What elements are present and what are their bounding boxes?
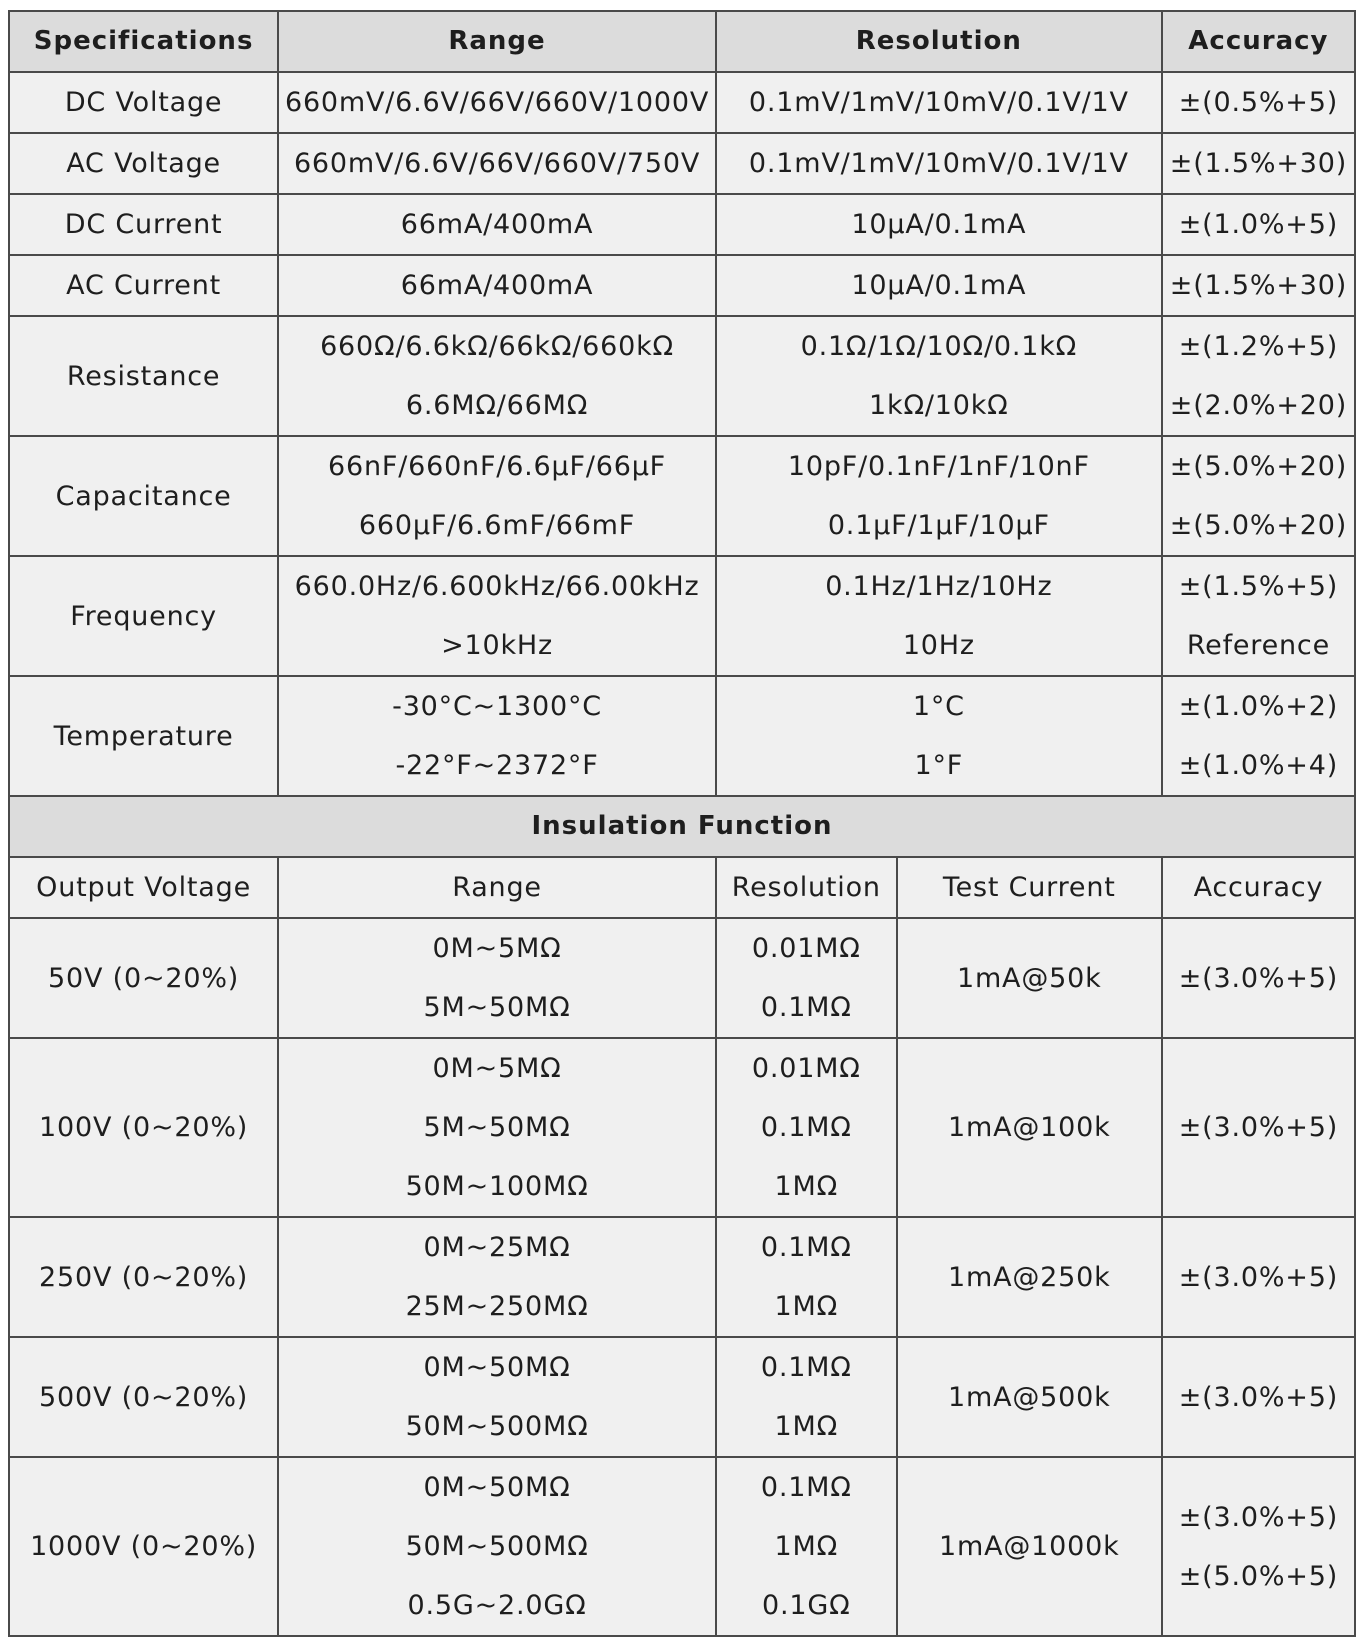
header-resolution: Resolution (716, 11, 1162, 72)
measurement-row (9, 556, 1355, 676)
insulation-test-current: 1mA@100k (897, 1038, 1162, 1217)
range-line: 50M~500MΩ (405, 1411, 589, 1442)
resolution-line: 0.1MΩ (760, 1112, 852, 1143)
measurement-accuracy (1162, 133, 1355, 194)
measurement-accuracy (1162, 436, 1355, 556)
header-specifications: Specifications (9, 11, 278, 72)
measurement-resolution (716, 194, 1162, 255)
insulation-test-current: 1mA@250k (897, 1217, 1162, 1337)
range-line: 66mA/400mA (400, 270, 594, 301)
range-line: 0M~5MΩ (432, 1053, 562, 1084)
ins-header-range: Range (278, 857, 716, 918)
measurement-range (278, 556, 716, 676)
range-line: 66mA/400mA (400, 209, 594, 240)
measurement-accuracy (1162, 194, 1355, 255)
measurement-range (278, 316, 716, 436)
insulation-row (9, 918, 1355, 1038)
resolution-line: 10μA/0.1mA (851, 270, 1027, 301)
ins-header-output-voltage: Output Voltage (9, 857, 278, 918)
insulation-resolution (716, 1217, 897, 1337)
measurement-resolution (716, 676, 1162, 796)
accuracy-line: ±(1.2%+5) (1178, 331, 1339, 362)
measurement-name: Frequency (9, 556, 278, 676)
measurement-range (278, 72, 716, 133)
range-line: 660mV/6.6V/66V/660V/1000V (284, 87, 710, 118)
accuracy-line: ±(2.0%+20) (1169, 390, 1348, 421)
resolution-line: 0.1mV/1mV/10mV/0.1V/1V (748, 87, 1129, 118)
header-row (9, 11, 1355, 72)
resolution-line: 0.01MΩ (751, 1053, 861, 1084)
ins-header-resolution: Resolution (716, 857, 897, 918)
range-line: -30°C~1300°C (392, 691, 602, 722)
range-line: 660Ω/6.6kΩ/66kΩ/660kΩ (320, 331, 674, 362)
insulation-row (9, 1217, 1355, 1337)
insulation-voltage: 500V (0~20%) (9, 1337, 278, 1457)
resolution-line: 1°F (914, 750, 964, 781)
insulation-accuracy (1162, 918, 1355, 1038)
insulation-resolution (716, 1337, 897, 1457)
resolution-line: 1MΩ (774, 1411, 839, 1442)
range-line: 0M~50MΩ (423, 1352, 571, 1383)
range-line: 660mV/6.6V/66V/660V/750V (293, 148, 701, 179)
range-line: 0.5G~2.0GΩ (407, 1590, 587, 1621)
insulation-voltage: 100V (0~20%) (9, 1038, 278, 1217)
resolution-line: 0.01MΩ (751, 933, 861, 964)
range-line: -22°F~2372°F (395, 750, 599, 781)
insulation-voltage: 1000V (0~20%) (9, 1457, 278, 1636)
measurement-row (9, 194, 1355, 255)
header-accuracy: Accuracy (1162, 11, 1355, 72)
insulation-resolution (716, 1457, 897, 1636)
insulation-section-row (9, 796, 1355, 857)
range-line: >10kHz (441, 630, 553, 661)
measurement-name: Capacitance (9, 436, 278, 556)
insulation-range (278, 918, 716, 1038)
insulation-test-current: 1mA@500k (897, 1337, 1162, 1457)
measurement-row (9, 436, 1355, 556)
measurement-range (278, 255, 716, 316)
measurement-accuracy (1162, 72, 1355, 133)
resolution-line: 1kΩ/10kΩ (869, 390, 1009, 421)
insulation-voltage: 250V (0~20%) (9, 1217, 278, 1337)
resolution-line: 0.1GΩ (762, 1590, 851, 1621)
accuracy-line: ±(1.0%+4) (1178, 750, 1339, 781)
range-line: 660.0Hz/6.600kHz/66.00kHz (294, 571, 700, 602)
measurement-name: AC Voltage (9, 133, 278, 194)
measurement-resolution (716, 436, 1162, 556)
range-line: 0M~5MΩ (432, 933, 562, 964)
resolution-line: 10μA/0.1mA (851, 209, 1027, 240)
measurement-resolution (716, 72, 1162, 133)
resolution-line: 1MΩ (774, 1531, 839, 1562)
range-line: 0M~25MΩ (423, 1232, 571, 1263)
insulation-accuracy (1162, 1337, 1355, 1457)
insulation-test-current: 1mA@1000k (897, 1457, 1162, 1636)
range-line: 25M~250MΩ (405, 1291, 589, 1322)
measurement-row (9, 133, 1355, 194)
resolution-line: 10Hz (902, 630, 975, 661)
measurement-accuracy (1162, 676, 1355, 796)
measurement-range (278, 436, 716, 556)
resolution-line: 10pF/0.1nF/1nF/10nF (787, 451, 1090, 482)
measurement-row (9, 676, 1355, 796)
accuracy-line: ±(1.0%+5) (1178, 209, 1339, 240)
accuracy-line: ±(5.0%+20) (1169, 510, 1348, 541)
insulation-range (278, 1457, 716, 1636)
range-line: 5M~50MΩ (423, 992, 571, 1023)
insulation-accuracy (1162, 1038, 1355, 1217)
resolution-line: 0.1Ω/1Ω/10Ω/0.1kΩ (800, 331, 1078, 362)
header-range: Range (278, 11, 716, 72)
resolution-line: 0.1MΩ (760, 992, 852, 1023)
measurement-range (278, 676, 716, 796)
resolution-line: 1MΩ (774, 1171, 839, 1202)
resolution-line: 0.1mV/1mV/10mV/0.1V/1V (748, 148, 1129, 179)
range-line: 66nF/660nF/6.6μF/66μF (328, 451, 667, 482)
accuracy-line: ±(1.0%+2) (1178, 691, 1339, 722)
insulation-row (9, 1457, 1355, 1636)
spec-table-wrapper (8, 10, 1356, 1637)
insulation-row (9, 1337, 1355, 1457)
range-line: 0M~50MΩ (423, 1472, 571, 1503)
measurement-row (9, 255, 1355, 316)
insulation-header-row (9, 857, 1355, 918)
resolution-line: 0.1μF/1μF/10μF (827, 510, 1050, 541)
accuracy-line: ±(5.0%+20) (1169, 451, 1348, 482)
accuracy-line: ±(3.0%+5) (1178, 1501, 1339, 1533)
measurement-resolution (716, 316, 1162, 436)
range-line: 50M~100MΩ (405, 1171, 589, 1202)
measurement-name: DC Voltage (9, 72, 278, 133)
range-line: 5M~50MΩ (423, 1112, 571, 1143)
insulation-accuracy (1162, 1217, 1355, 1337)
measurement-name: AC Current (9, 255, 278, 316)
insulation-test-current: 1mA@50k (897, 918, 1162, 1038)
measurements-body (9, 72, 1355, 796)
accuracy-line: Reference (1186, 630, 1330, 661)
insulation-row (9, 1038, 1355, 1217)
resolution-line: 0.1MΩ (760, 1472, 852, 1503)
insulation-range (278, 1337, 716, 1457)
range-line: 50M~500MΩ (405, 1531, 589, 1562)
measurement-name: DC Current (9, 194, 278, 255)
measurement-range (278, 133, 716, 194)
resolution-line: 0.1MΩ (760, 1352, 852, 1383)
accuracy-line: ±(0.5%+5) (1178, 87, 1339, 118)
accuracy-line: ±(3.0%+5) (1178, 962, 1339, 994)
measurement-accuracy (1162, 255, 1355, 316)
measurement-resolution (716, 556, 1162, 676)
resolution-line: 1°C (912, 691, 965, 722)
insulation-resolution (716, 918, 897, 1038)
range-line: 6.6MΩ/66MΩ (405, 390, 589, 421)
accuracy-line: ±(1.5%+30) (1169, 270, 1348, 301)
measurement-resolution (716, 133, 1162, 194)
range-line: 660μF/6.6mF/66mF (358, 510, 636, 541)
ins-header-test-current: Test Current (897, 857, 1162, 918)
accuracy-line: ±(1.5%+5) (1178, 571, 1339, 602)
insulation-body (9, 918, 1355, 1636)
accuracy-line: ±(5.0%+5) (1178, 1560, 1339, 1592)
accuracy-line: ±(3.0%+5) (1178, 1381, 1339, 1413)
insulation-accuracy (1162, 1457, 1355, 1636)
measurement-accuracy (1162, 316, 1355, 436)
insulation-resolution (716, 1038, 897, 1217)
insulation-title: Insulation Function (9, 796, 1355, 857)
resolution-line: 1MΩ (774, 1291, 839, 1322)
specifications-table (8, 10, 1356, 1637)
measurement-row (9, 72, 1355, 133)
accuracy-line: ±(1.5%+30) (1169, 148, 1348, 179)
accuracy-line: ±(3.0%+5) (1178, 1261, 1339, 1293)
measurement-name: Resistance (9, 316, 278, 436)
measurement-range (278, 194, 716, 255)
resolution-line: 0.1Hz/1Hz/10Hz (825, 571, 1053, 602)
insulation-range (278, 1217, 716, 1337)
measurement-resolution (716, 255, 1162, 316)
accuracy-line: ±(3.0%+5) (1178, 1112, 1339, 1143)
insulation-voltage: 50V (0~20%) (9, 918, 278, 1038)
measurement-name: Temperature (9, 676, 278, 796)
measurement-row (9, 316, 1355, 436)
measurement-accuracy (1162, 556, 1355, 676)
ins-header-accuracy: Accuracy (1162, 857, 1355, 918)
insulation-range (278, 1038, 716, 1217)
resolution-line: 0.1MΩ (760, 1232, 852, 1263)
